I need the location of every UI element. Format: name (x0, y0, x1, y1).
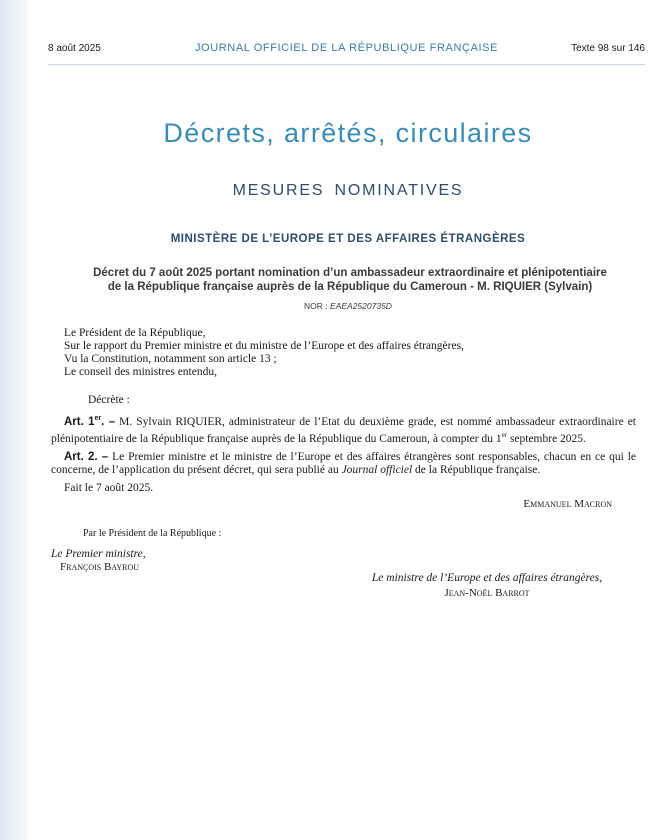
page-header (48, 43, 645, 57)
article-1-label: Art. 1er. – (64, 415, 116, 428)
decree-title-line-2: de la République française auprès de la République du Cameroun - M. RIQUIER (Sylvain) (107, 281, 593, 293)
visa-line: Le conseil des ministres entendu, (64, 366, 217, 378)
header-divider (48, 64, 645, 65)
decree-body (51, 327, 636, 574)
nor-code: EAEA2520735D (330, 301, 392, 311)
visa-line: Vu la Constitution, notamment son article 13 ; (64, 353, 277, 365)
visa-line: Le Président de la République, (64, 327, 206, 339)
decree-title-line-1: Décret du 7 août 2025 portant nomination d’un ambassadeur extraordinaire et plénipotentiaire (93, 267, 607, 279)
signature-date: Fait le 7 août 2025. (64, 481, 154, 494)
publication-date: 8 août 2025 (48, 43, 101, 54)
main-title: Décrets, arrêtés, circulaires (163, 118, 533, 148)
nor-label: NOR : (304, 301, 331, 311)
president-signature: Emmanuel Macron (523, 497, 612, 510)
article-2: Art. 2. – Le Premier ministre et le ministre de l’Europe et des affaires étrangères sont responsables, chacun en ce qui le concerne, de l’application du présent décret, qui sera publié au Journal officiel de la République française. (51, 450, 636, 476)
article-2-label: Art. 2. – (64, 450, 109, 463)
prime-minister-name: François Bayrou (60, 560, 140, 573)
minister-name: Jean-Noël Barrot (444, 587, 530, 599)
article-2-text: Le Premier ministre et le ministre de l’Europe et des affaires étrangères sont responsables, chacun en ce qui le concerne, de l’application du présent décret, qui sera publié au (51, 450, 636, 476)
decrete-line: Décrète : (88, 394, 130, 406)
nor-reference (27, 301, 669, 311)
visa-line: Sur le rapport du Premier ministre et du ministre de l’Europe et des affaires étrangères, (64, 340, 464, 352)
journal-name: JOURNAL OFFICIEL DE LA RÉPUBLIQUE FRANÇAISE (194, 42, 499, 54)
page-edge-strip (0, 0, 27, 840)
journal-officiel-italic: Journal officiel (341, 463, 413, 476)
article-1-text: M. Sylvain RIQUIER, administrateur de l’Etat du deuxième grade, est nommé ambassadeur extraordinaire et plénipotentiaire de la République française auprès de la République du Cameroun, à compter du 1 (51, 415, 636, 445)
article-1: Art. 1er. – M. Sylvain RIQUIER, administrateur de l’Etat du deuxième grade, est nommé ambassadeur extraordinaire et plénipotentiaire de la République française auprès de la République du Cameroun, à compter du 1er septembre 2025. (51, 415, 636, 445)
text-counter: Texte 98 sur 146 (571, 43, 645, 54)
minister-countersign (337, 571, 637, 601)
prime-minister-title: Le Premier ministre, (51, 547, 146, 560)
countersign-intro: Par le Président de la République : (83, 527, 222, 539)
decree-title (45, 266, 655, 294)
ministry-heading: MINISTÈRE DE L’EUROPE ET DES AFFAIRES ÉTRANGÈRES (170, 233, 526, 245)
document-page (27, 0, 669, 840)
minister-title: Le ministre de l’Europe et des affaires étrangères, (371, 572, 603, 584)
section-title: MESURES NOMINATIVES (232, 182, 464, 199)
